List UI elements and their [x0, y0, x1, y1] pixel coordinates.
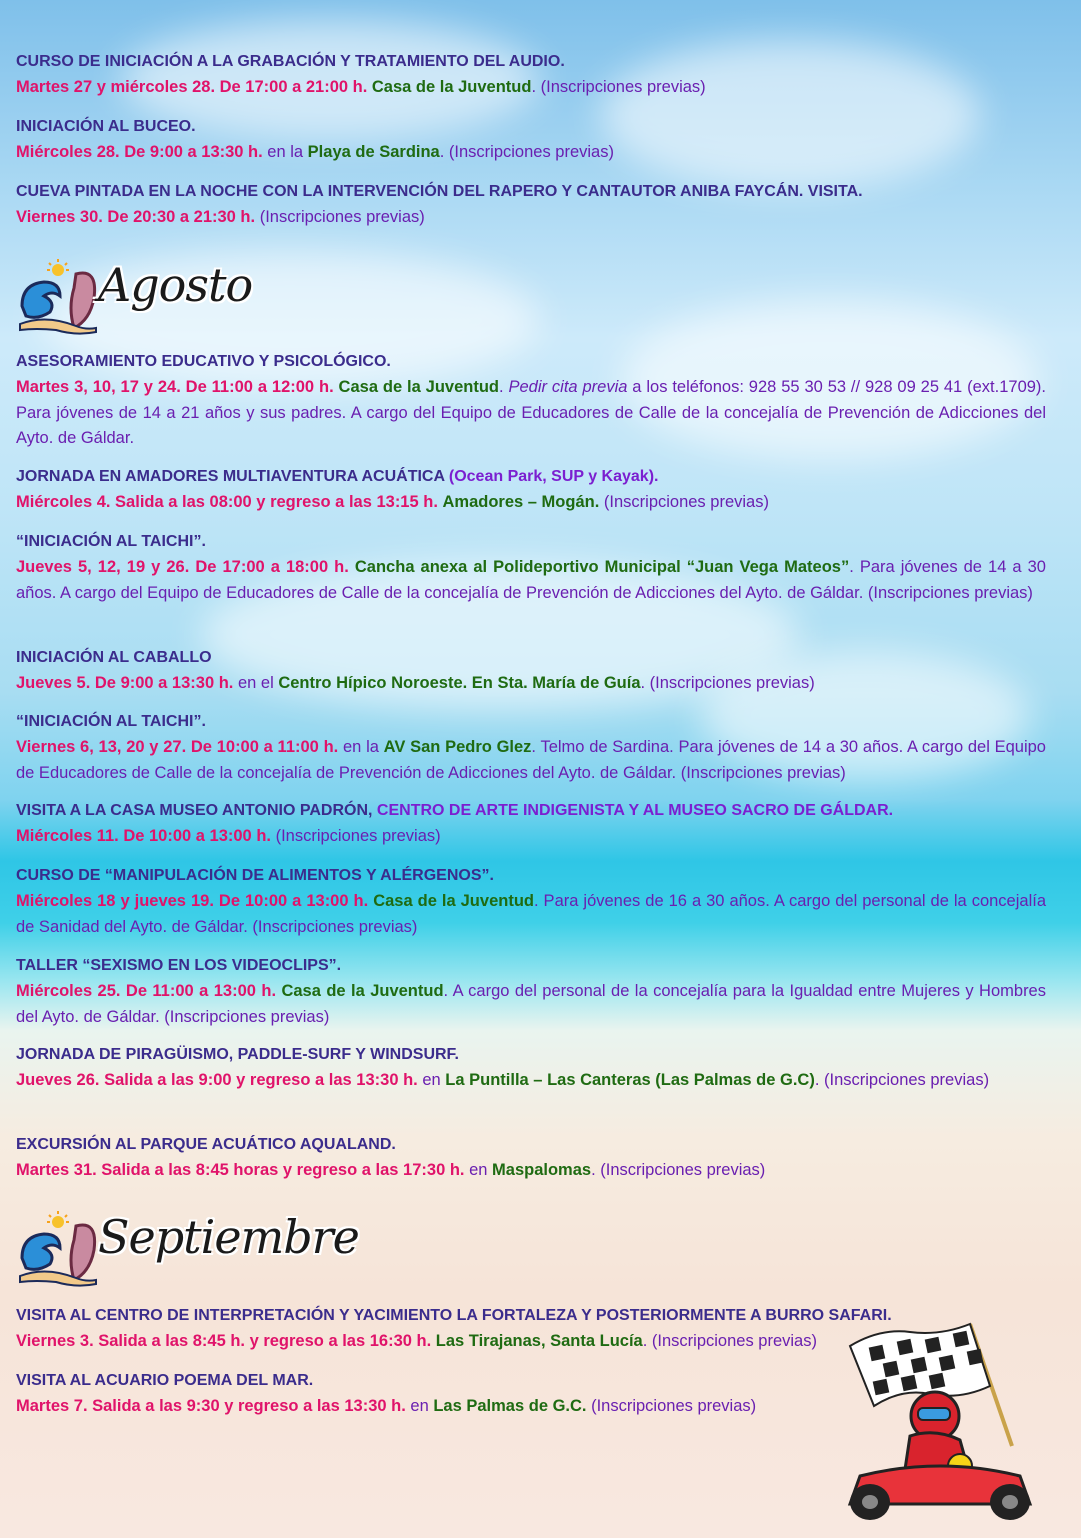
event-place: Maspalomas — [492, 1161, 592, 1179]
event-date: Miércoles 11. De 10:00 a 13:00 h. — [16, 827, 271, 845]
event-taichi-1 — [16, 529, 1046, 606]
event-sexismo — [16, 953, 1046, 1030]
event-details — [16, 979, 1046, 1030]
event-place: Centro Hípico Noroeste. En Sta. María de Guía — [278, 674, 641, 692]
event-note: (Inscripciones previas) — [271, 827, 441, 845]
section-title-agosto: Agosto — [98, 258, 253, 312]
event-details — [16, 555, 1046, 606]
event-details — [16, 1068, 1046, 1094]
event-title: CUEVA PINTADA EN LA NOCHE CON LA INTERVENCIÓN DEL RAPERO Y CANTAUTOR ANIBA FAYCÁN. VISITA. — [16, 183, 863, 200]
event-title: “INICIACIÓN AL TAICHI”. — [16, 713, 206, 730]
go-kart-racer-icon — [830, 1316, 1050, 1526]
event-details — [16, 735, 1046, 786]
event-details — [16, 490, 1046, 516]
event-title: VISITA AL CENTRO DE INTERPRETACIÓN Y YACIMIENTO LA FORTALEZA Y POSTERIORMENTE A BURRO SAFARI. — [16, 1307, 892, 1324]
checkered-flag-icon — [850, 1324, 990, 1406]
event-date: Jueves 26. Salida a las 9:00 y regreso a las 13:30 h. — [16, 1071, 418, 1089]
event-title: INICIACIÓN AL CABALLO — [16, 649, 212, 666]
event-note: (Inscripciones previas) — [586, 1397, 757, 1415]
event-date: Miércoles 18 y jueves 19. De 10:00 a 13:00 h. — [16, 892, 369, 910]
event-piraguismo — [16, 1042, 1046, 1094]
event-place: Las Palmas de G.C. — [433, 1397, 587, 1415]
event-title-highlight: (Ocean Park, SUP y Kayak). — [448, 468, 659, 485]
event-place: Amadores – Mogán. — [442, 493, 600, 511]
event-note: . (Inscripciones previas) — [814, 1071, 990, 1089]
event-place: Casa de la Juventud — [371, 78, 532, 96]
event-italic: Pedir cita previa — [508, 378, 628, 396]
event-audio-course — [16, 49, 1046, 101]
event-title: JORNADA DE PIRAGÜISMO, PADDLE-SURF Y WINDSURF. — [16, 1046, 459, 1063]
event-asesoramiento — [16, 349, 1046, 452]
event-note: . (Inscripciones previas) — [591, 1161, 766, 1179]
event-title: INICIACIÓN AL BUCEO. — [16, 118, 196, 135]
event-details — [16, 75, 1046, 101]
event-title: TALLER “SEXISMO EN LOS VIDEOCLIPS”. — [16, 957, 342, 974]
event-date: Martes 3, 10, 17 y 24. De 11:00 a 12:00 h. — [16, 378, 334, 396]
event-title-main: VISITA A LA CASA MUSEO ANTONIO PADRÓN, — [16, 802, 377, 819]
event-amadores — [16, 464, 1046, 516]
event-note: . (Inscripciones previas) — [531, 78, 706, 96]
event-title — [16, 464, 1046, 490]
event-date: Viernes 6, 13, 20 y 27. De 10:00 a 11:00 h. — [16, 738, 339, 756]
event-date: Martes 27 y miércoles 28. De 17:00 a 21:00 h. — [16, 78, 368, 96]
event-note: . (Inscripciones previas) — [439, 143, 614, 161]
section-title-septiembre: Septiembre — [98, 1210, 359, 1264]
section-header-septiembre — [16, 1210, 376, 1290]
event-pre: en — [464, 1161, 493, 1179]
event-details: Martes 3, 10, 17 y 24. De 11:00 a 12:00 h. Casa de la Juventud. Pedir cita previa a los teléfonos: 928 55 30 53 // 928 09 25 41 (ext.1709). Para jóvenes de 14 a 21 años y sus padres. A cargo del Equipo de Educadores de Calle de la concejalía de Prevención de Adicciones del Ayto. de Gáldar. — [16, 378, 1046, 447]
event-title — [16, 798, 1046, 824]
event-aqualand — [16, 1132, 1046, 1184]
event-pre: en el — [233, 674, 279, 692]
event-place: Casa de la Juventud — [338, 378, 500, 396]
event-date: Viernes 3. Salida a las 8:45 h. y regreso a las 16:30 h. — [16, 1332, 432, 1350]
event-date: Jueves 5. De 9:00 a 13:30 h. — [16, 674, 234, 692]
event-note: . (Inscripciones previas) — [642, 1332, 817, 1350]
event-title-highlight: CENTRO DE ARTE INDIGENISTA Y AL MUSEO SACRO DE GÁLDAR. — [376, 802, 894, 819]
event-place: Cancha anexa al Polideportivo Municipal “Juan Vega Mateos” — [354, 558, 850, 576]
event-details — [16, 1158, 1046, 1184]
event-taichi-2 — [16, 709, 1046, 786]
event-note: (Inscripciones previas) — [255, 208, 425, 226]
event-note: . Telmo de Sardina. Para jóvenes de 14 a 30 años. A cargo del Equipo de Educadores de Calle de la concejalía de Prevención de Adicciones del Ayto. de Gáldar. (Inscripciones previas) — [16, 738, 1046, 782]
event-title: EXCURSIÓN AL PARQUE ACUÁTICO AQUALAND. — [16, 1136, 396, 1153]
event-details — [16, 205, 1046, 231]
event-note: . (Inscripciones previas) — [640, 674, 815, 692]
event-date: Miércoles 25. De 11:00 a 13:00 h. — [16, 982, 277, 1000]
event-date: Martes 31. Salida a las 8:45 horas y regreso a las 17:30 h. — [16, 1161, 465, 1179]
event-pre: en la — [338, 738, 384, 756]
event-title: ASESORAMIENTO EDUCATIVO Y PSICOLÓGICO. — [16, 353, 391, 370]
event-date: Miércoles 4. Salida a las 08:00 y regreso a las 13:15 h. — [16, 493, 438, 511]
event-note: . Para jóvenes de 16 a 30 años. A cargo del personal de la concejalía de Sanidad del Ayto. de Gáldar. (Inscripciones previas) — [16, 892, 1047, 936]
event-date: Jueves 5, 12, 19 y 26. De 17:00 a 18:00 h. — [16, 558, 349, 576]
event-cueva-pintada — [16, 179, 1046, 231]
event-details — [16, 671, 1046, 697]
event-title: CURSO DE “MANIPULACIÓN DE ALIMENTOS Y ALÉRGENOS”. — [16, 867, 494, 884]
event-casa-museo — [16, 798, 1046, 850]
event-title-main: JORNADA EN AMADORES MULTIAVENTURA ACUÁTICA — [16, 468, 449, 485]
event-date: Miércoles 28. De 9:00 a 13:30 h. — [16, 143, 263, 161]
event-title: CURSO DE INICIACIÓN A LA GRABACIÓN Y TRATAMIENTO DEL AUDIO. — [16, 53, 565, 70]
event-date: Viernes 30. De 20:30 a 21:30 h. — [16, 208, 256, 226]
wave-surfboard-icon — [16, 1210, 100, 1288]
event-place: La Puntilla – Las Canteras (Las Palmas de G.C) — [445, 1071, 815, 1089]
event-details — [16, 140, 1046, 166]
event-place: Playa de Sardina — [307, 143, 440, 161]
event-note: . Para jóvenes de 14 a 30 años. A cargo del Equipo de Educadores de Calle de la concejalía de Prevención de Adicciones del Ayto. de Gáldar. (Inscripciones previas) — [16, 558, 1046, 602]
event-note: . A cargo del personal de la concejalía para la Igualdad entre Mujeres y Hombres del Ayto. de Gáldar. (Inscripciones previas) — [16, 982, 1046, 1026]
event-note: a los teléfonos: 928 55 30 53 // 928 09 25 41 (ext.1709). Para jóvenes de 14 a 21 años y sus padres. A cargo del Equipo de Educadores de Calle de la concejalía de Prevención de Adicciones del Ayto. de Gáldar. — [16, 378, 1046, 447]
event-place: Casa de la Juventud — [281, 982, 444, 1000]
event-pre: en la — [262, 143, 308, 161]
event-alimentos — [16, 863, 1046, 940]
event-place: Las Tirajanas, Santa Lucía — [435, 1332, 643, 1350]
event-pre: en — [405, 1397, 434, 1415]
event-details — [16, 824, 1046, 850]
event-pre: en — [417, 1071, 446, 1089]
event-diving — [16, 114, 1046, 166]
event-title: VISITA AL ACUARIO POEMA DEL MAR. — [16, 1372, 314, 1389]
event-place: AV San Pedro Glez — [383, 738, 532, 756]
event-date: Martes 7. Salida a las 9:30 y regreso a las 13:30 h. — [16, 1397, 406, 1415]
wave-surfboard-icon — [16, 258, 100, 336]
event-details — [16, 889, 1046, 940]
event-place: Casa de la Juventud — [373, 892, 534, 910]
event-note: (Inscripciones previas) — [599, 493, 769, 511]
event-title: “INICIACIÓN AL TAICHI”. — [16, 533, 206, 550]
section-header-agosto — [16, 258, 356, 338]
event-caballo — [16, 645, 1046, 697]
